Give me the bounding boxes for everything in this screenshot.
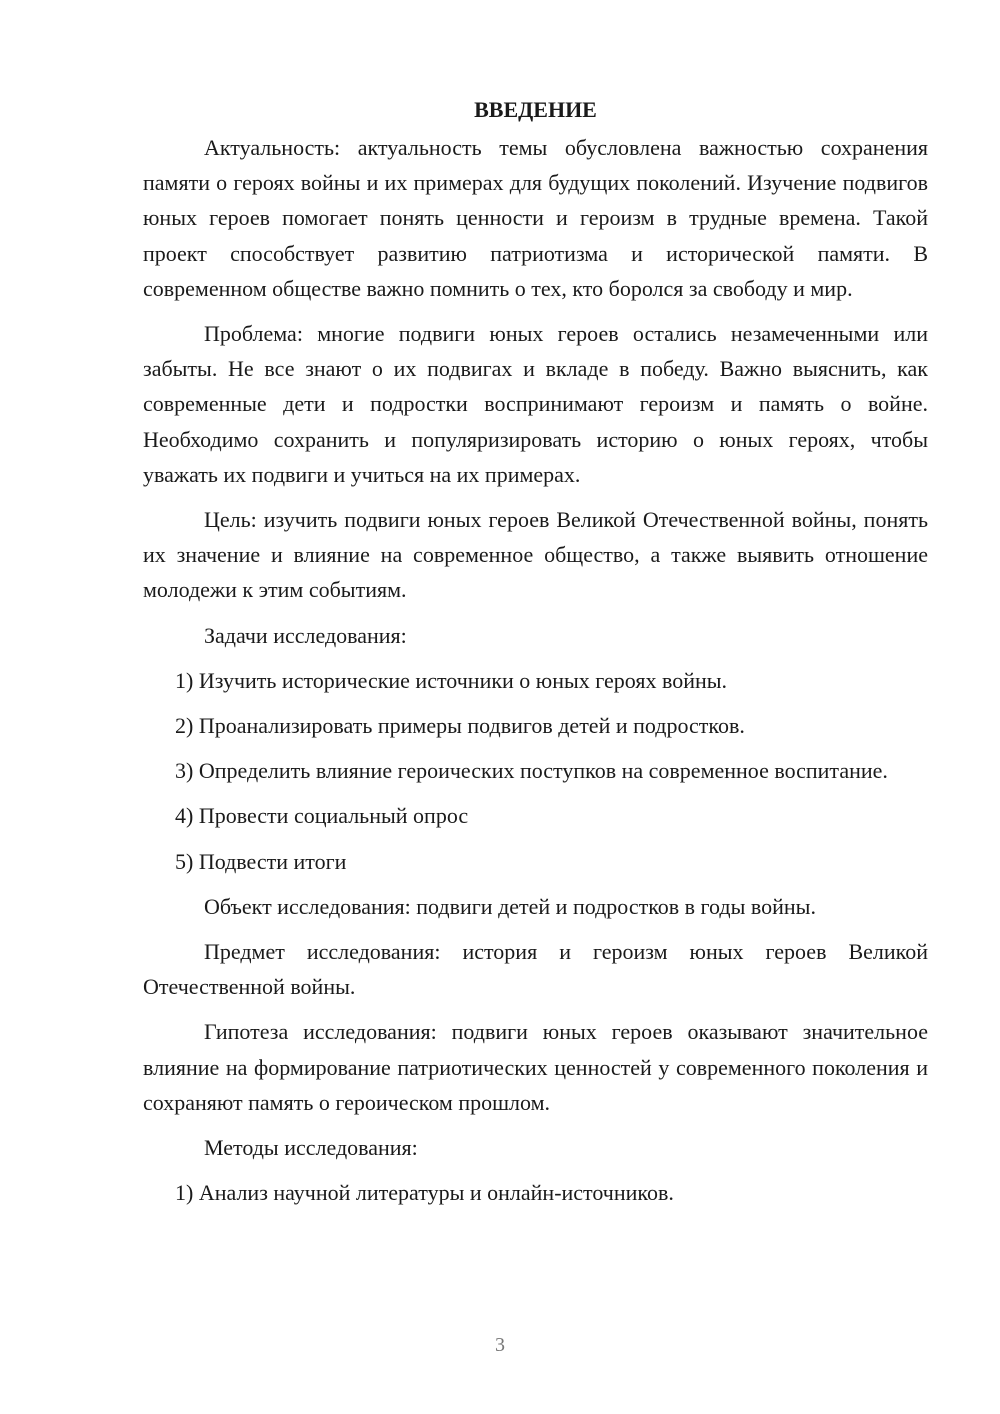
page-number: 3 xyxy=(495,1334,505,1356)
task-item: 2) Проанализировать примеры подвигов детей и подростков. xyxy=(175,713,745,739)
actuality-paragraph: Актуальность: актуальность темы обусловлена важностью сохранения памяти о героях войны и их примерах для будущих поколений. Изучение подвигов юных героев помогает понять ценности и героизм в трудные времена. Такой проект способствует развитию патриотизма и исторической памяти. В современном обществе важно помнить о тех, кто боролся за свободу и мир. xyxy=(143,135,928,301)
task-item: 1) Изучить исторические источники о юных героях войны. xyxy=(175,667,728,693)
tasks-heading: Задачи исследования: xyxy=(204,622,407,648)
method-item: 1) Анализ научной литературы и онлайн-источников. xyxy=(175,1180,674,1206)
subject-paragraph: Предмет исследования: история и героизм юных героев Великой Отечественной войны. xyxy=(143,939,928,1000)
hypothesis-paragraph: Гипотеза исследования: подвиги юных героев оказывают значительное влияние на формирование патриотических ценностей у современного поколения и сохраняют память о героическом прошлом. xyxy=(143,1019,928,1115)
task-item: 3) Определить влияние героических поступков на современное воспитание. xyxy=(175,758,888,784)
document-title: ВВЕДЕНИЕ xyxy=(474,97,597,122)
task-item: 4) Провести социальный опрос xyxy=(175,803,469,829)
methods-heading: Методы исследования: xyxy=(204,1135,418,1161)
document-page xyxy=(143,92,928,1220)
object-paragraph: Объект исследования: подвиги детей и подростков в годы войны. xyxy=(204,893,816,919)
problem-paragraph: Проблема: многие подвиги юных героев остались незамеченными или забыты. Не все знают о их подвигах и вкладе в победу. Важно выяснить, как современные дети и подростки воспринимают героизм и память о войне. Необходимо сохранить и популяризировать историю о юных героях, чтобы уважать их подвиги и учиться на их примерах. xyxy=(143,321,928,487)
goal-paragraph: Цель: изучить подвиги юных героев Великой Отечественной войны, понять их значение и влияние на современное общество, а также выявить отношение молодежи к этим событиям. xyxy=(143,507,928,603)
task-item: 5) Подвести итоги xyxy=(175,848,347,874)
